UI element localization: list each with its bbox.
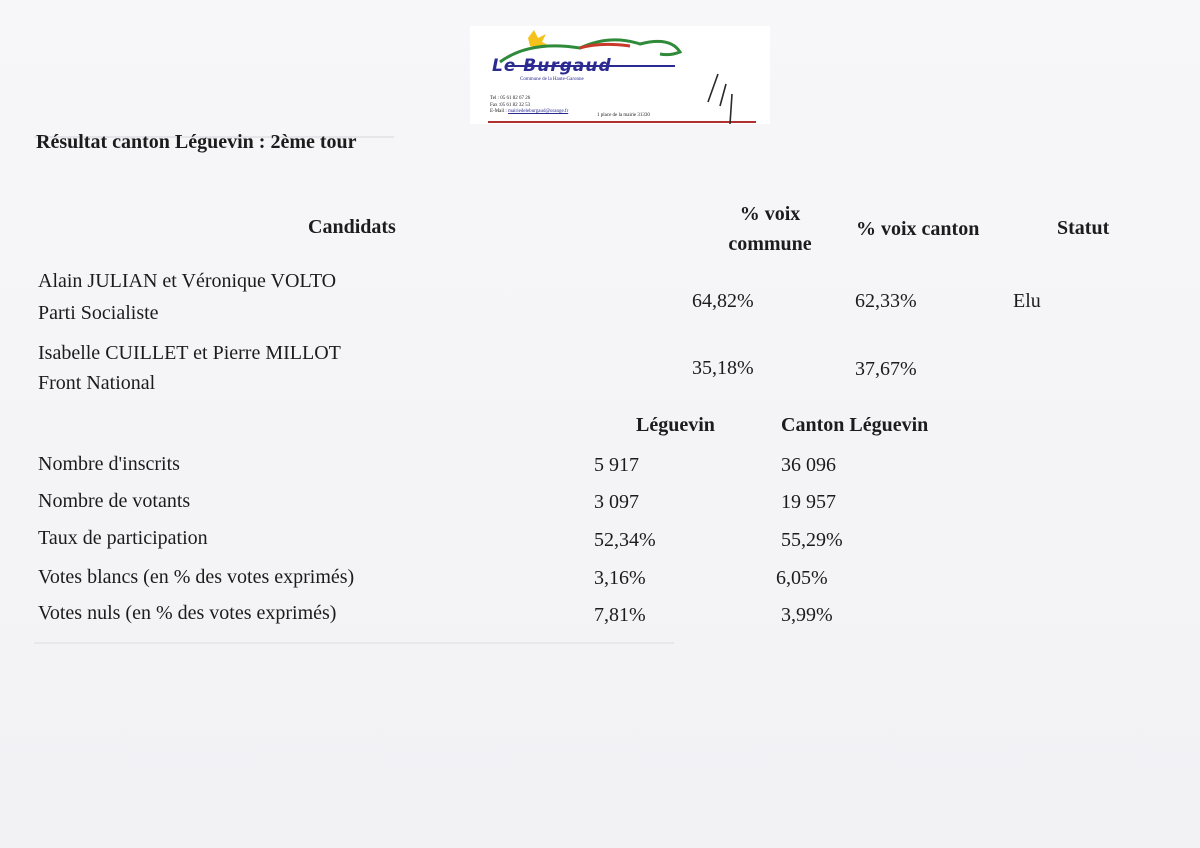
stat-leguevin: 7,81% [594,604,646,626]
stat-canton: 19 957 [781,491,836,513]
header-leguevin: Léguevin [636,414,715,436]
stat-label: Votes nuls (en % des votes exprimés) [38,602,337,624]
stat-label: Nombre de votants [38,490,191,512]
header-voix-commune-line2: commune [728,233,812,255]
header-voix-canton: % voix canton [856,218,980,240]
stat-leguevin: 52,34% [594,529,656,551]
page-title: Résultat canton Léguevin : 2ème tour [36,131,357,153]
candidate-voix-canton: 62,33% [855,290,917,312]
stat-canton: 36 096 [781,454,836,476]
stat-label: Votes blancs (en % des votes exprimés) [38,566,355,588]
header-statut: Statut [1057,217,1110,239]
letterhead-contact [490,96,568,116]
stat-label: Taux de participation [38,527,208,549]
candidate-names: Isabelle CUILLET et Pierre MILLOT [38,342,341,364]
letterhead-subtitle: Commune de la Haute-Garonne [520,77,584,82]
stat-canton: 55,29% [781,529,843,551]
stat-canton: 3,99% [781,604,833,626]
candidate-party: Parti Socialiste [38,302,159,324]
stat-leguevin: 5 917 [594,454,639,476]
candidate-voix-commune: 35,18% [692,357,754,379]
stat-leguevin: 3 097 [594,491,639,513]
header-candidats: Candidats [308,216,396,238]
candidate-statut: Elu [1013,290,1041,312]
stat-label: Nombre d'inscrits [38,453,180,475]
letterhead-name: Le Burgaud [492,56,612,76]
candidate-voix-commune: 64,82% [692,290,754,312]
letterhead-email-label: E-Mail : [490,109,507,114]
candidate-names: Alain JULIAN et Véronique VOLTO [38,270,337,292]
candidate-voix-canton: 37,67% [855,358,917,380]
bleed-through-ghost-2 [34,642,674,645]
letterhead-email: mairiedeleburgaud@orange.fr [508,109,569,114]
letterhead-fax: Fax :05 61 82 32 53 [490,102,531,108]
letterhead-address: 1 place de la mairie 31330 [597,113,650,118]
header-canton-leguevin: Canton Léguevin [781,414,929,436]
pen-strokes-icon [696,66,756,126]
candidate-party: Front National [38,372,156,394]
header-voix-commune-line1: % voix [739,203,801,225]
stat-leguevin: 3,16% [594,567,646,589]
stat-canton: 6,05% [776,567,828,589]
letterhead [470,26,770,124]
letterhead-tel: Tel : 05 61 82 67 26 [490,96,531,101]
